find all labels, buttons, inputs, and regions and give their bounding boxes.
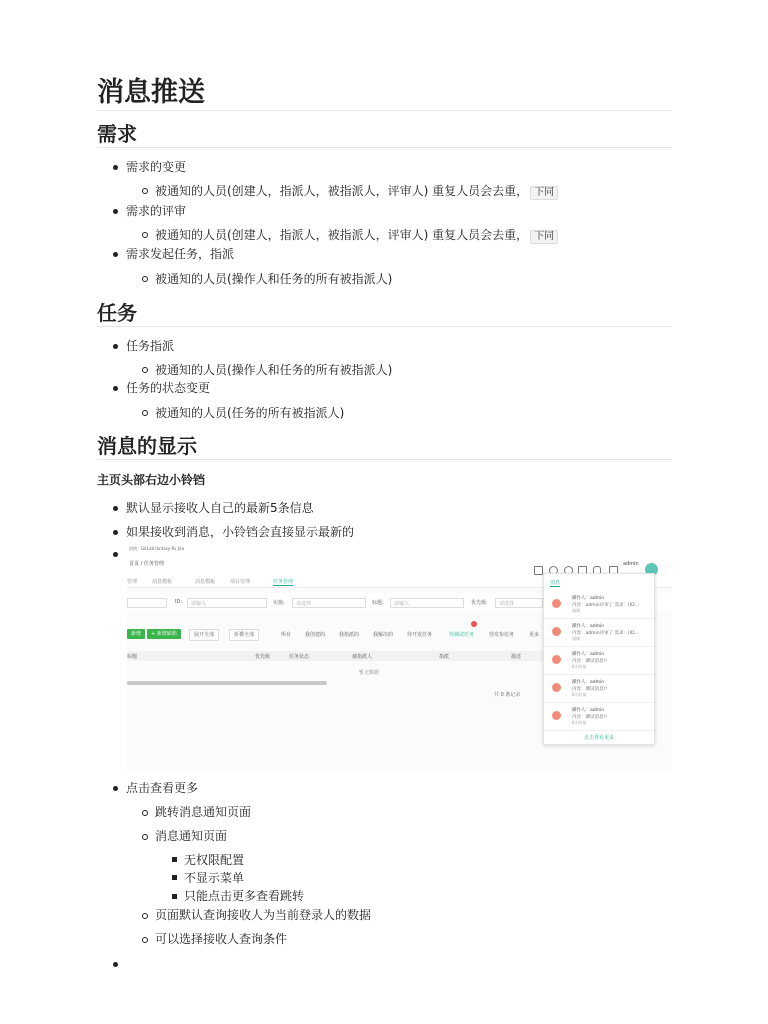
bullet	[142, 810, 148, 816]
operator: 操作人：admin	[572, 596, 605, 601]
placeholder: 请输入	[191, 601, 207, 607]
notification-panel	[543, 573, 655, 745]
sub-item-text: 被通知的人员(创建人，指派人，被指派人，评审人) 重复人员会去重，	[155, 184, 529, 198]
list-item: 需求发起任务，指派	[126, 247, 235, 261]
notification-item[interactable]	[544, 619, 654, 647]
time: 6小时前	[572, 692, 587, 697]
list-item	[155, 183, 558, 200]
add-defect-button[interactable]: + 新增缺陷	[147, 629, 181, 639]
bullet	[142, 188, 148, 194]
bullet	[113, 962, 118, 967]
list-item: 点击查看更多	[126, 781, 199, 795]
query-tab[interactable]: 所有	[281, 632, 292, 638]
pagination-total: 共 0 条记录	[494, 692, 521, 698]
bullet	[113, 386, 118, 391]
username[interactable]: admin	[623, 561, 639, 567]
list-item: 需求的评审	[126, 204, 187, 218]
list-item: 被通知的人员(操作人和任务的所有被指派人)	[155, 363, 393, 377]
column-header: 被指派人	[352, 654, 373, 660]
placeholder: 请选择	[296, 601, 312, 607]
bullet	[142, 276, 148, 282]
bullet	[142, 913, 148, 919]
bullet	[142, 367, 148, 373]
query-tab[interactable]: 我指派的	[339, 632, 360, 638]
bullet	[113, 786, 118, 791]
bullet	[113, 530, 118, 535]
embedded-screenshot	[127, 545, 672, 771]
avatar-icon	[552, 627, 561, 636]
filter-select[interactable]	[292, 598, 366, 608]
query-tab[interactable]: 待开发任务	[407, 632, 433, 638]
bullet	[113, 165, 118, 170]
column-header: 描述	[511, 654, 522, 660]
filter-label: ID:	[175, 599, 183, 605]
section-heading-display: 消息的显示	[97, 433, 672, 460]
column-header: 优先级	[255, 654, 271, 660]
content: 内容：测试消息!!	[572, 659, 608, 664]
operator: 操作人：admin	[572, 708, 605, 713]
tab-task-management[interactable]: 任务管理	[273, 579, 294, 585]
notification-item[interactable]	[544, 675, 654, 703]
query-tab[interactable]: 更多	[529, 632, 540, 638]
query-tab[interactable]: 待发布任务	[489, 632, 515, 638]
operator: 操作人：admin	[572, 624, 605, 629]
list-item: 无权限配置	[184, 853, 245, 867]
query-tab[interactable]: 我解决的	[373, 632, 394, 638]
column-header: 标题	[127, 654, 138, 660]
tab[interactable]: 管理	[127, 579, 138, 585]
tab[interactable]: 消息模板	[195, 579, 216, 585]
filter-label: 优先级:	[471, 600, 488, 606]
column-header: 任务状态	[289, 654, 310, 660]
list-item: 任务的状态变更	[126, 381, 211, 395]
bullet	[142, 410, 148, 416]
tab[interactable]: 消息模板	[152, 579, 173, 585]
list-item: 消息通知页面	[155, 829, 228, 843]
avatar-icon	[552, 683, 561, 692]
bullet	[113, 252, 118, 257]
breadcrumb: 首页 / 任务管理	[129, 561, 164, 567]
bullet	[172, 857, 177, 862]
time: 6小时前	[572, 720, 587, 725]
list-item: 任务指派	[126, 339, 175, 353]
count-badge	[471, 621, 477, 627]
list-item: 跳转消息通知页面	[155, 805, 252, 819]
section-heading-demand: 需求	[97, 121, 672, 148]
filter-input[interactable]	[390, 598, 464, 608]
column-header: 指派	[439, 654, 450, 660]
avatar-icon	[552, 599, 561, 608]
view-more-link[interactable]: 点击查看更多	[583, 735, 614, 741]
list-item	[155, 227, 558, 244]
bullet	[113, 344, 118, 349]
bullet	[172, 894, 177, 899]
avatar-icon	[552, 655, 561, 664]
operator: 操作人：admin	[572, 652, 605, 657]
inline-code: 下同	[530, 186, 558, 200]
list-item: 不显示菜单	[184, 871, 245, 885]
time: 刚刚	[572, 636, 580, 641]
subheading: 主页头部右边小铃铛	[97, 473, 206, 487]
filter-label: 实施:	[273, 600, 285, 606]
content: 内容：admin评审了 需求：[ID...	[572, 631, 639, 636]
list-item: 如果接收到消息，小铃铛会直接显示最新的	[126, 525, 355, 539]
bullet	[113, 209, 118, 214]
placeholder: 请选择	[499, 601, 515, 607]
filter-input[interactable]	[187, 598, 267, 608]
expand-all-button[interactable]: 展开全部	[189, 629, 219, 641]
sub-item-text: 被通知的人员(创建人，指派人，被指派人，评审人) 重复人员会去重，	[155, 228, 529, 242]
bullet	[172, 875, 177, 880]
placeholder: 请输入	[394, 601, 410, 607]
time: 刚刚	[572, 608, 580, 613]
bullet	[113, 552, 118, 557]
panel-title: 消息	[550, 580, 561, 586]
empty-state: 暂无数据	[359, 670, 380, 676]
add-button[interactable]: 新增	[127, 629, 145, 639]
bullet	[142, 834, 148, 840]
list-item: 页面默认查询接收人为当前登录人的数据	[155, 908, 372, 922]
bullet	[113, 506, 118, 511]
bookmarks-text: 消惜：GitLab fantasy-flv Jira	[129, 546, 185, 551]
bullet	[142, 232, 148, 238]
operator: 操作人：admin	[572, 680, 605, 685]
horizontal-scrollbar[interactable]	[127, 681, 327, 685]
avatar-icon	[552, 711, 561, 720]
time: 6小时前	[572, 664, 587, 669]
collapse-all-button[interactable]: 折叠全部	[229, 629, 259, 641]
content: 内容：测试消息!!	[572, 715, 608, 720]
query-tab[interactable]: 我创建的	[305, 632, 326, 638]
list-item: 只能点击更多查看跳转	[184, 889, 305, 903]
content: 内容：admin评审了 需求：[ID...	[572, 603, 639, 608]
content: 内容：测试消息!!	[572, 687, 608, 692]
query-tab-active[interactable]: 待测试任务	[449, 632, 475, 638]
grid-icon[interactable]	[534, 566, 543, 575]
notification-item[interactable]	[544, 703, 654, 731]
bullet	[142, 937, 148, 943]
page-title: 消息推送	[97, 76, 672, 111]
tab[interactable]: 项目管理	[230, 579, 251, 585]
notification-item[interactable]	[544, 591, 654, 619]
filter-select[interactable]	[495, 598, 543, 608]
list-item: 可以选择接收人查询条件	[155, 932, 288, 946]
inline-code: 下同	[530, 230, 558, 244]
list-item: 被通知的人员(操作人和任务的所有被指派人)	[155, 272, 393, 286]
filter-label: 标题:	[372, 600, 384, 606]
notification-item[interactable]	[544, 647, 654, 675]
list-item: 默认显示接收人自己的最新5条信息	[126, 501, 314, 515]
list-item: 被通知的人员(任务的所有被指派人)	[155, 406, 345, 420]
list-item: 需求的变更	[126, 160, 187, 174]
table-header	[127, 651, 547, 661]
section-heading-task: 任务	[97, 300, 672, 327]
filter-input[interactable]	[127, 598, 167, 608]
